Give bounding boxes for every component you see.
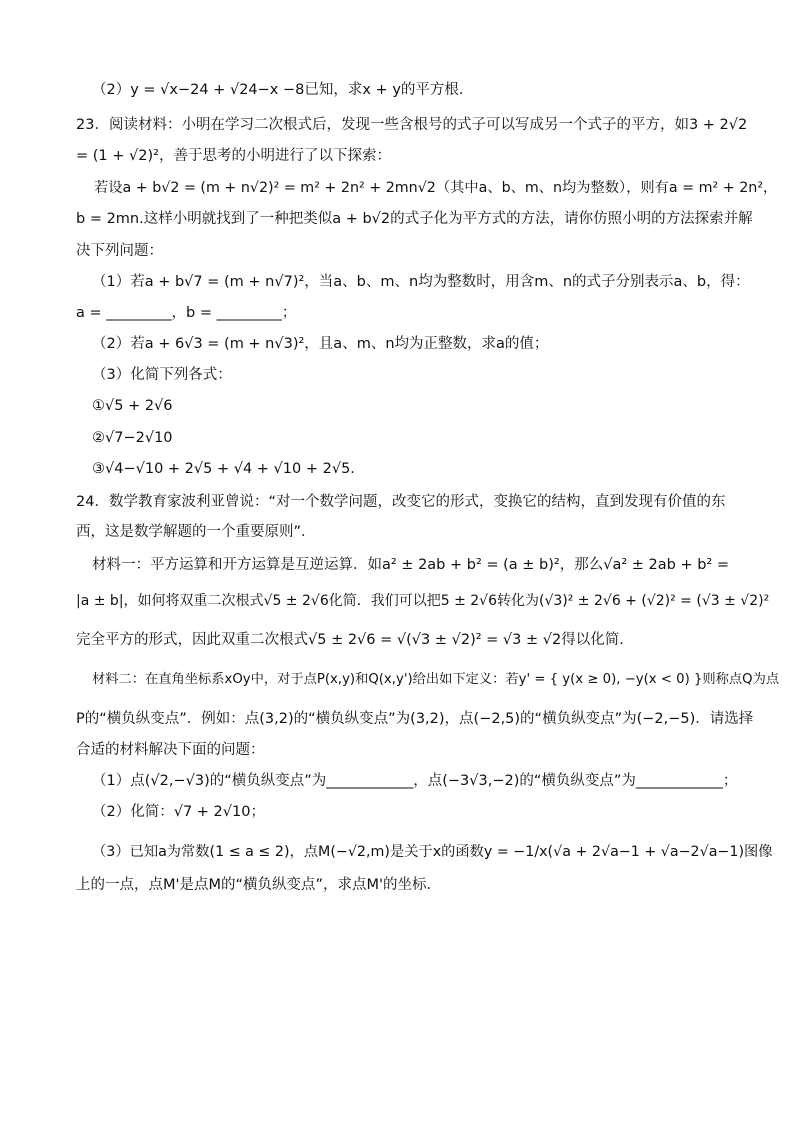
q24-material1-cont: |a ± b|，如何将双重二次根式√5 ± 2√6化简．我们可以把5 ± 2√6转化为(√3)² ± 2√6 + (√2)² = (√3 ± √2)² (76, 593, 770, 609)
q24-material1: 材料一：平方运算和开方运算是互逆运算．如a² ± 2ab + b² = (a ± b)²，那么√a² ± 2ab + b² = (92, 557, 729, 573)
q23-method-cont: 决下列问题： (76, 243, 163, 259)
q23-part3-item2: ②√7−2√10 (92, 430, 173, 446)
q24-intro-cont: 西，这是数学解题的一个重要原则”． (76, 524, 316, 540)
q24-part2: （2）化简：√7 + 2√10； (92, 804, 265, 820)
q23-part1: （1）若a + b√7 = (m + n√7)²，当a、b、m、n均为整数时，用含m、n的式子分别表示a、b，得： (92, 274, 750, 290)
q22-part2: （2）y = √x−24 + √24−x −8已知，求x + y的平方根． (92, 82, 474, 98)
q24-part3-cont: 上的一点，点M'是点M的“横负纵变点”，求点M'的坐标． (76, 877, 442, 893)
q24-intro: 24．数学教育家波利亚曾说：“对一个数学问题，改变它的形式，变换它的结构，直到发现有价值的东 (76, 494, 726, 510)
q24-material1-end: 完全平方的形式，因此双重二次根式√5 ± 2√6 = √(√3 ± √2)² = √3 ± √2得以化简． (76, 632, 634, 648)
q23-intro-cont: = (1 + √2)²，善于思考的小明进行了以下探索： (76, 148, 391, 164)
q23-part3-item1: ①√5 + 2√6 (92, 398, 173, 414)
q23-assume: 若设a + b√2 = (m + n√2)² = m² + 2n² + 2mn√2（其中a、b、m、n均为整数），则有a = m² + 2n²， (94, 180, 778, 196)
q23-part3: （3）化简下列各式： (92, 367, 232, 383)
q23-part1-answer: a = _________，b = _________； (76, 305, 297, 321)
q24-material2-end: 合适的材料解决下面的问题： (76, 742, 265, 758)
q24-part3: （3）已知a为常数(1 ≤ a ≤ 2)，点M(−√2,m)是关于x的函数y = −1/x(√a + 2√a−1 + √a−2√a−1)图像 (92, 844, 773, 860)
q24-material2: 材料二：在直角坐标系xOy中，对于点P(x,y)和Q(x,y')给出如下定义：若y' = { y(x ≥ 0), −y(x < 0) }则称点Q为点 (92, 672, 780, 687)
q24-part1: （1）点(√2,−√3)的“横负纵变点”为____________，点(−3√3,−2)的“横负纵变点”为____________； (92, 773, 738, 789)
q23-part3-item3: ③√4−√10 + 2√5 + √4 + √10 + 2√5. (92, 461, 355, 477)
q23-part2: （2）若a + 6√3 = (m + n√3)²，且a、m、n均为正整数，求a的值； (92, 336, 549, 352)
q23-method: b = 2mn.这样小明就找到了一种把类似a + b√2的式子化为平方式的方法，请你仿照小明的方法探索并解 (76, 211, 753, 227)
q24-material2-cont: P的“横负纵变点”．例如：点(3,2)的“横负纵变点”为(3,2)，点(−2,5)的“横负纵变点”为(−2,−5)．请选择 (76, 711, 754, 727)
q23-intro: 23．阅读材料：小明在学习二次根式后，发现一些含根号的式子可以写成另一个式子的平方，如3 + 2√2 (76, 117, 748, 133)
